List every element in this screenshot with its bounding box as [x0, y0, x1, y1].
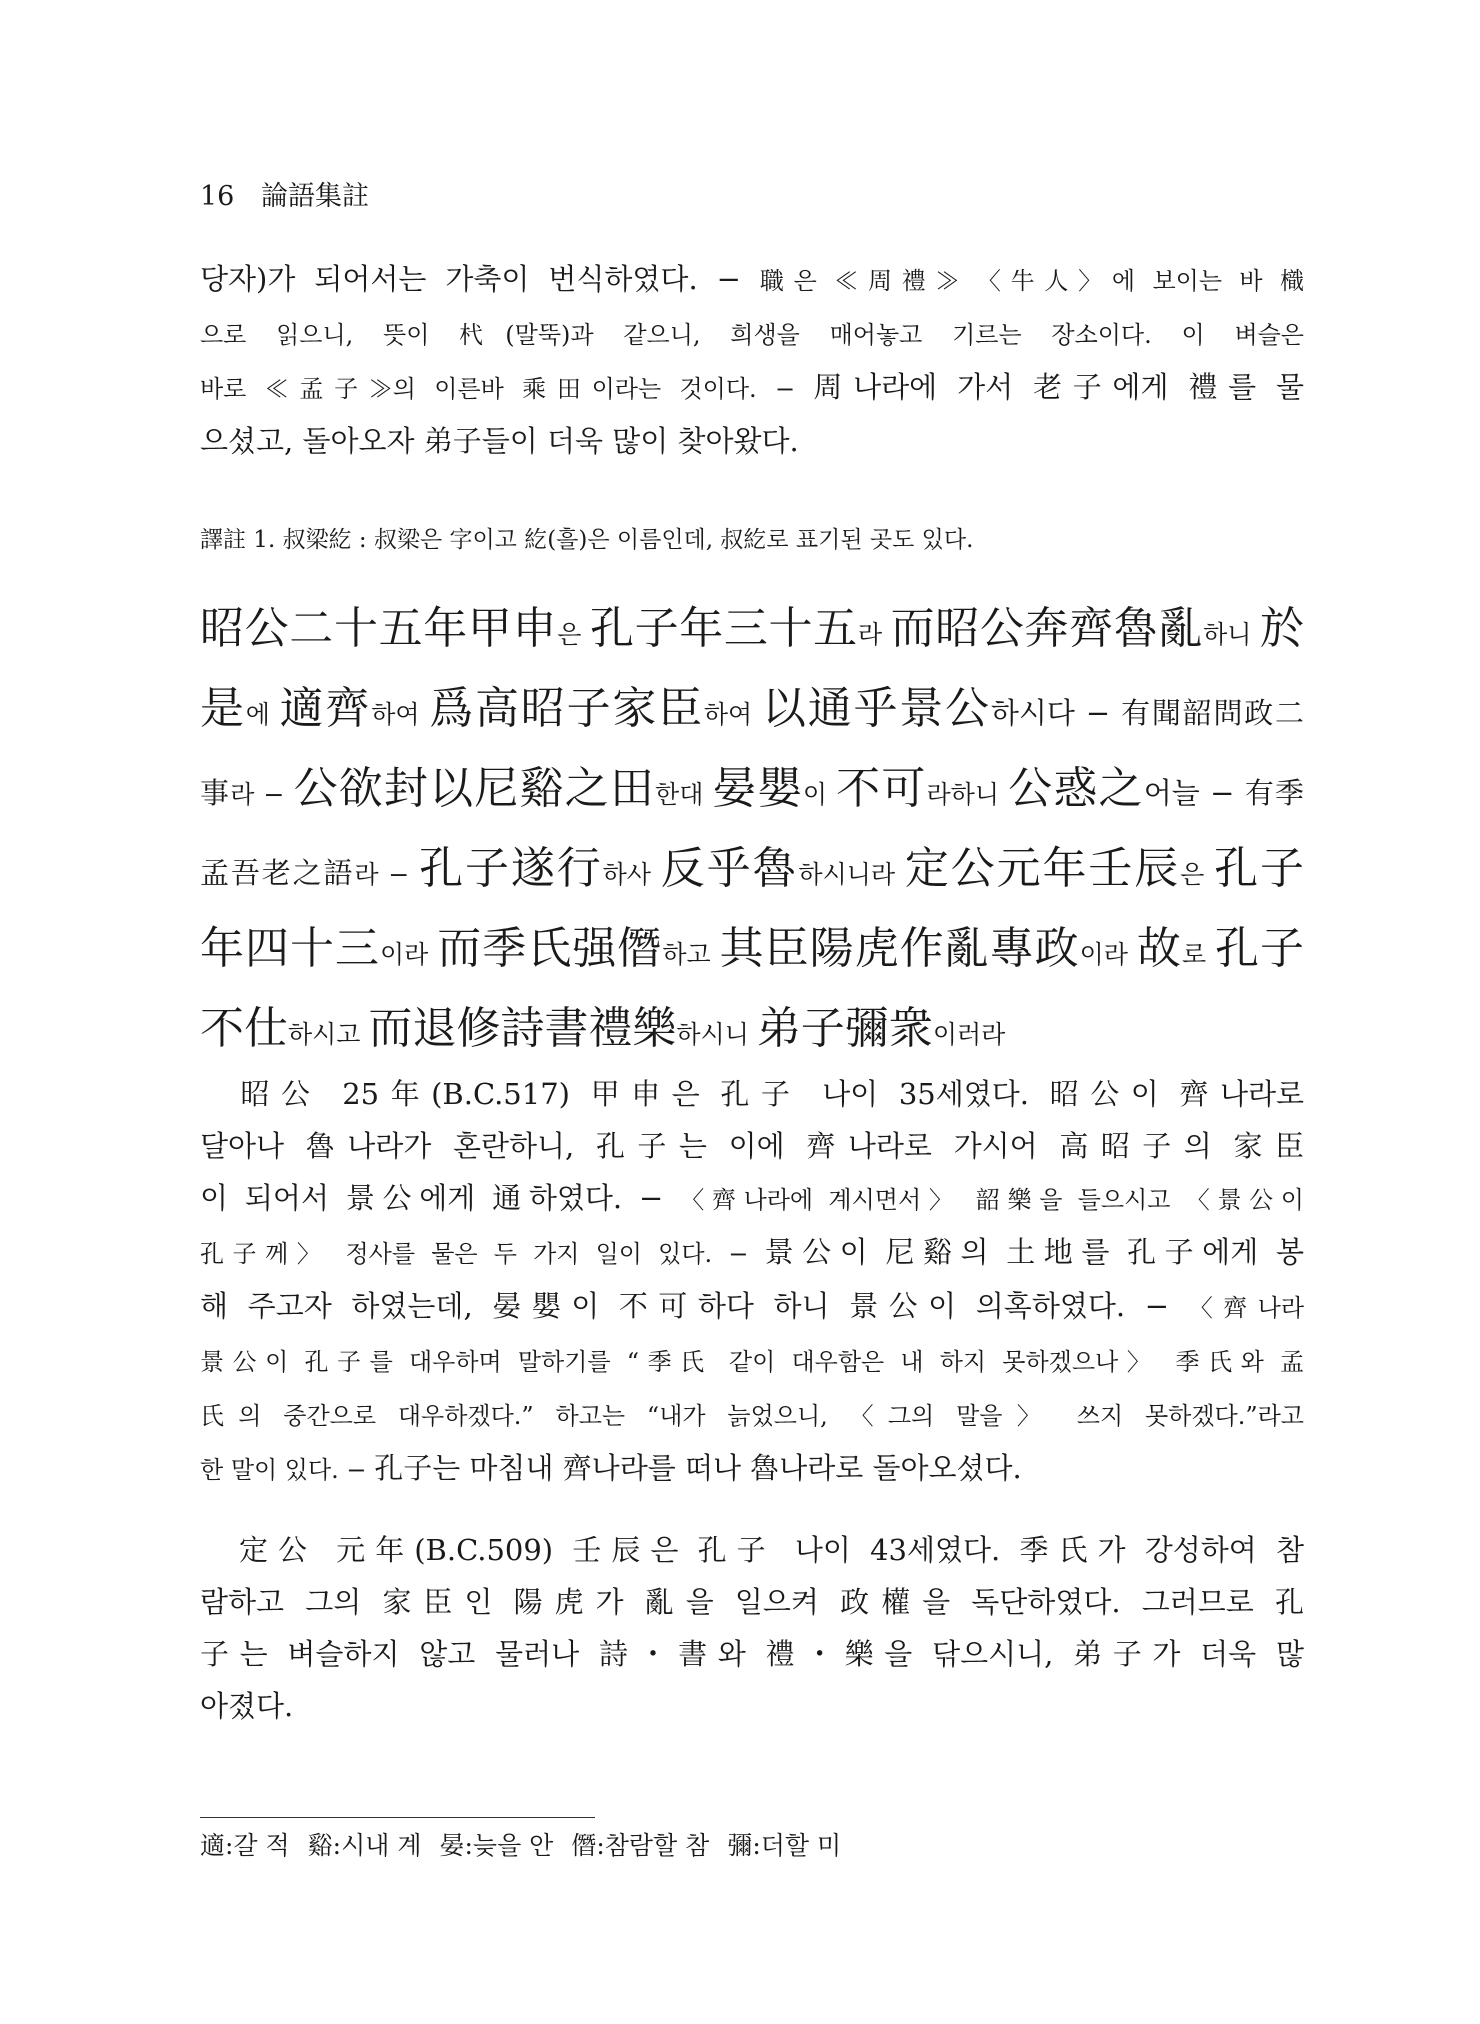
- text-segment: 定公 元年(B.C.509) 壬辰은 孔子 나이 43세였다. 季氏가 강성하여 참: [200, 1533, 1304, 1567]
- book-title: 論語集註: [260, 181, 369, 212]
- para2-line: [200, 1388, 1304, 1442]
- text-segment: 爲高昭子家臣: [429, 683, 704, 734]
- text-segment: 而昭公奔齊魯亂: [890, 603, 1204, 654]
- text-segment: 라 −: [230, 780, 294, 809]
- glossary-line: [200, 1826, 859, 1866]
- footnote-rule: [200, 1817, 595, 1818]
- text-segment: 景公이 孔子를 대우하며 말하기를 “季氏 같이 대우함은 내 하지 못하겠으나〉 季氏와 孟: [200, 1348, 1304, 1376]
- classical-line: [200, 912, 1304, 992]
- text-segment: 이: [802, 780, 837, 809]
- text-segment: 職은 ≪周禮≫ 〈牛人〉에 보이는 바 樴: [759, 267, 1304, 295]
- text-segment: 으셨고, 돌아오자 弟子들이 더욱 많이 찾아왔다.: [200, 424, 799, 458]
- text-segment: 晏嬰: [712, 763, 803, 814]
- para2-line: [200, 1172, 1304, 1226]
- text-segment: 而退修詩書禮樂: [368, 1003, 677, 1054]
- text-segment: 하시니: [676, 1020, 757, 1049]
- text-segment: 是: [200, 683, 246, 734]
- text-segment: 달아나 魯나라가 혼란하니, 孔子는 이에 齊나라로 가시어 高昭子의 家臣: [200, 1129, 1304, 1163]
- classical-line: [200, 992, 1304, 1072]
- text-segment: 故: [1136, 923, 1182, 974]
- glossary-entry: 僭:참람할 참: [571, 1831, 710, 1860]
- para1-line: [200, 307, 1304, 361]
- text-segment: 孔子: [1214, 843, 1304, 894]
- text-segment: 以通乎景公: [761, 683, 991, 734]
- text-segment: 에: [245, 700, 280, 729]
- text-segment: 하시고: [288, 1020, 369, 1049]
- text-segment: 로: [1181, 940, 1216, 969]
- para2-line: [200, 1442, 1304, 1496]
- text-segment: 람하고 그의 家臣인 陽虎가 亂을 일으켜 政權을 독단하였다. 그러므로 孔: [200, 1585, 1304, 1619]
- text-segment: 公欲封以尼谿之田: [293, 763, 656, 814]
- para3-line: [200, 1524, 1304, 1576]
- translation-paragraph-3: [200, 1524, 1304, 1732]
- text-segment: 適齊: [279, 683, 372, 734]
- text-segment: 孔子: [1215, 923, 1305, 974]
- text-segment: 라하니: [926, 780, 1009, 809]
- para2-line: [200, 1068, 1304, 1120]
- text-segment: 而季氏强僭: [437, 923, 663, 974]
- text-segment: 昭公二十五年甲申: [200, 603, 558, 654]
- glossary-entry: 適:갈 적: [200, 1831, 290, 1860]
- text-segment: 하시다 − 有聞韶問政二: [990, 696, 1305, 730]
- text-segment: 하여: [371, 700, 430, 729]
- text-segment: 한 말이 있다. −: [200, 1456, 375, 1484]
- text-segment: 라 −: [354, 860, 420, 889]
- text-segment: 으로 읽으니, 뜻이 杙(말뚝)과 같으니, 희생을 매어놓고 기르는 장소이다. 이 벼슬은: [200, 321, 1304, 349]
- classical-line: [200, 752, 1304, 832]
- text-segment: 其臣陽虎作亂專政: [719, 923, 1080, 974]
- text-segment: 하고: [662, 940, 720, 969]
- classical-line: [200, 832, 1304, 912]
- para3-line: [200, 1628, 1304, 1680]
- text-segment: 〈齊나라에 계시면서〉 韶樂을 들으시고 〈景公이: [680, 1186, 1304, 1214]
- text-segment: 孔子遂行: [419, 843, 603, 894]
- translator-note-text: 譯註 1. 叔梁紇 : 叔梁은 字이고 紇(흘)은 이름인데, 叔紇로 표기된 곳도 있다.: [200, 527, 974, 553]
- page-number: 16: [200, 181, 235, 212]
- text-segment: 은: [1180, 860, 1215, 889]
- para2-line: [200, 1280, 1304, 1334]
- classical-line: [200, 672, 1304, 752]
- text-segment: 이 되어서 景公에게 通하였다. −: [200, 1181, 681, 1215]
- para2-line: [200, 1226, 1304, 1280]
- text-segment: 하여: [703, 700, 762, 729]
- para3-line: [200, 1576, 1304, 1628]
- text-segment: 아졌다.: [200, 1689, 294, 1723]
- text-segment: 氏의 중간으로 대우하겠다.” 하고는 “내가 늙었으니, 〈그의 말을〉 쓰지 못하겠다.”라고: [200, 1402, 1304, 1430]
- text-segment: 한대: [655, 780, 713, 809]
- text-segment: 周나라에 가서 老子에게 禮를 물: [813, 370, 1305, 404]
- text-segment: 孔子께〉 정사를 물은 두 가지 일이 있다. −: [200, 1240, 765, 1268]
- text-segment: 해 주고자 하였는데, 晏嬰이 不可하다 하니 景公이 의혹하였다. −: [200, 1289, 1189, 1323]
- glossary-entry: 彌:더할 미: [727, 1831, 842, 1860]
- para3-line: [200, 1680, 1304, 1732]
- text-segment: 事: [200, 776, 231, 810]
- classical-line: [200, 592, 1304, 672]
- text-segment: 이라: [380, 940, 438, 969]
- text-segment: 子는 벼슬하지 않고 물러나 詩・書와 禮・樂을 닦으시니, 弟子가 더욱 많: [200, 1637, 1304, 1671]
- translation-paragraph-1: [200, 253, 1304, 467]
- text-segment: 昭公 25年(B.C.517) 甲申은 孔子 나이 35세였다. 昭公이 齊나라로: [200, 1077, 1304, 1111]
- text-segment: 하니: [1203, 620, 1261, 649]
- text-segment: 바로 ≪孟子≫의 이른바 乘田이라는 것이다. −: [200, 375, 814, 403]
- para2-line: [200, 1120, 1304, 1172]
- text-segment: 於: [1260, 603, 1305, 654]
- para1-line: [200, 361, 1304, 415]
- text-segment: 不仕: [200, 1003, 288, 1054]
- running-header: [200, 174, 369, 213]
- para2-line: [200, 1334, 1304, 1388]
- text-segment: 孔子年三十五: [589, 603, 858, 654]
- para1-line: [200, 253, 1304, 307]
- text-segment: 라: [857, 620, 891, 649]
- classical-text-block: [200, 592, 1304, 1072]
- text-segment: 하시니라: [798, 860, 905, 889]
- translation-paragraph-2: [200, 1068, 1304, 1496]
- text-segment: 弟子彌衆: [756, 1003, 933, 1054]
- para1-line: [200, 415, 1304, 467]
- text-segment: 당자)가 되어서는 가축이 번식하였다. −: [200, 262, 760, 296]
- text-segment: 年四十三: [200, 923, 381, 974]
- text-segment: 하사: [602, 860, 661, 889]
- text-segment: 孔子는 마침내 齊나라를 떠나 魯나라로 돌아오셨다.: [374, 1451, 1022, 1485]
- text-segment: 孟吾老之語: [200, 856, 355, 890]
- text-segment: 어늘 − 有季: [1143, 776, 1305, 810]
- text-segment: 은: [557, 620, 590, 649]
- text-segment: 이라: [1079, 940, 1137, 969]
- glossary-entry: 晏:늦을 안: [439, 1831, 554, 1860]
- text-segment: 不可: [836, 763, 927, 814]
- text-segment: 景公이 尼谿의 土地를 孔子에게 봉: [764, 1235, 1304, 1269]
- text-segment: 公惑之: [1008, 763, 1144, 814]
- text-segment: 反乎魯: [660, 843, 799, 894]
- translator-note: [200, 520, 1304, 560]
- glossary-entry: 谿:시내 계: [307, 1831, 422, 1860]
- text-segment: 定公元年壬辰: [904, 843, 1181, 894]
- text-segment: 〈齊나라: [1188, 1294, 1305, 1322]
- text-segment: 이러라: [932, 1020, 1006, 1049]
